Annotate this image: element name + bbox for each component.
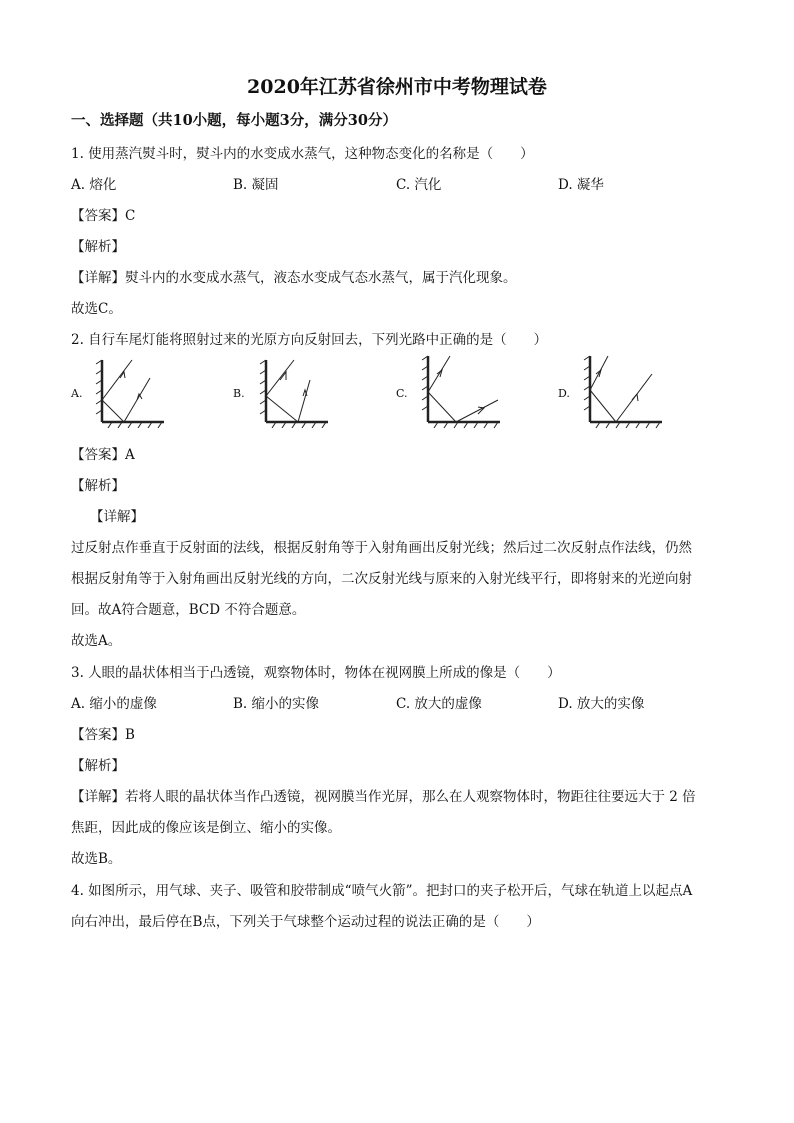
q3-detail-line-2: 焦距，因此成的像应该是倒立、缩小的实像。 bbox=[71, 820, 341, 836]
section-heading: 一、选择题（共10小题，每小题3分，满分30分） bbox=[71, 112, 397, 129]
q3-choose: 故选B。 bbox=[71, 851, 122, 867]
q1-option-c: C. 汽化 bbox=[396, 177, 442, 193]
q3-option-d: D. 放大的实像 bbox=[558, 696, 645, 712]
question-2-stem: 2. 自行车尾灯能将照射过来的光原方向反射回去，下列光路中正确的是（ ） bbox=[71, 332, 548, 348]
q3-analysis: 【解析】 bbox=[71, 758, 125, 774]
q2-analysis: 【解析】 bbox=[71, 478, 125, 494]
q3-option-a: A. 缩小的虚像 bbox=[71, 696, 157, 712]
q2-answer: 【答案】A bbox=[71, 447, 135, 463]
q1-option-d: D. 凝华 bbox=[558, 177, 604, 193]
q2-detail-line-3: 回。故A符合题意，BCD 不符合题意。 bbox=[71, 602, 306, 618]
q2-option-c-label: C. bbox=[396, 387, 408, 400]
question-4-line-2: 向右冲出，最后停在B点，下列关于气球整个运动过程的说法正确的是（ ） bbox=[71, 914, 540, 930]
q2-option-b-diagram bbox=[258, 356, 330, 428]
q1-analysis: 【解析】 bbox=[71, 239, 125, 255]
q1-detail: 【详解】熨斗内的水变成水蒸气，液态水变成气态水蒸气，属于汽化现象。 bbox=[71, 270, 517, 286]
q2-option-c-diagram bbox=[420, 352, 504, 430]
q3-detail-line-1: 【详解】若将人眼的晶状体当作凸透镜，视网膜当作光屏，那么在人观察物体时，物距往往要远大于 2 倍 bbox=[71, 789, 696, 805]
question-3-stem: 3. 人眼的晶状体相当于凸透镜，观察物体时，物体在视网膜上所成的像是（ ） bbox=[71, 665, 561, 681]
q2-option-a-diagram bbox=[94, 356, 166, 428]
question-4-line-1: 4. 如图所示，用气球、夹子、吸管和胶带制成“喷气火箭”。把封口的夹子松开后，气球在轨道上以起点A bbox=[71, 883, 693, 899]
question-1-stem: 1. 使用蒸汽熨斗时，熨斗内的水变成水蒸气，这种物态变化的名称是（ ） bbox=[71, 146, 534, 162]
q3-option-c: C. 放大的虚像 bbox=[396, 696, 482, 712]
q2-detail-line-1: 过反射点作垂直于反射面的法线，根据反射角等于入射角画出反射光线；然后过二次反射点作法线，仍然 bbox=[71, 540, 692, 556]
q2-option-d-label: D. bbox=[558, 387, 570, 400]
q1-answer: 【答案】C bbox=[71, 208, 136, 224]
q3-answer: 【答案】B bbox=[71, 727, 135, 743]
page-title: 2020年江苏省徐州市中考物理试卷 bbox=[247, 76, 547, 98]
q2-choose: 故选A。 bbox=[71, 633, 122, 649]
q2-option-a-label: A. bbox=[71, 387, 83, 400]
q2-option-b-label: B. bbox=[233, 387, 245, 400]
q1-option-b: B. 凝固 bbox=[233, 177, 279, 193]
q3-option-b: B. 缩小的实像 bbox=[233, 696, 320, 712]
q1-option-a: A. 熔化 bbox=[71, 177, 117, 193]
q2-detail-label: 【详解】 bbox=[90, 509, 144, 525]
q1-choose: 故选C。 bbox=[71, 301, 122, 317]
q2-detail-line-2: 根据反射角等于入射角画出反射光线的方向，二次反射光线与原来的入射光线平行，即将射来的光逆向射 bbox=[71, 571, 692, 587]
q2-option-d-diagram bbox=[582, 352, 664, 430]
